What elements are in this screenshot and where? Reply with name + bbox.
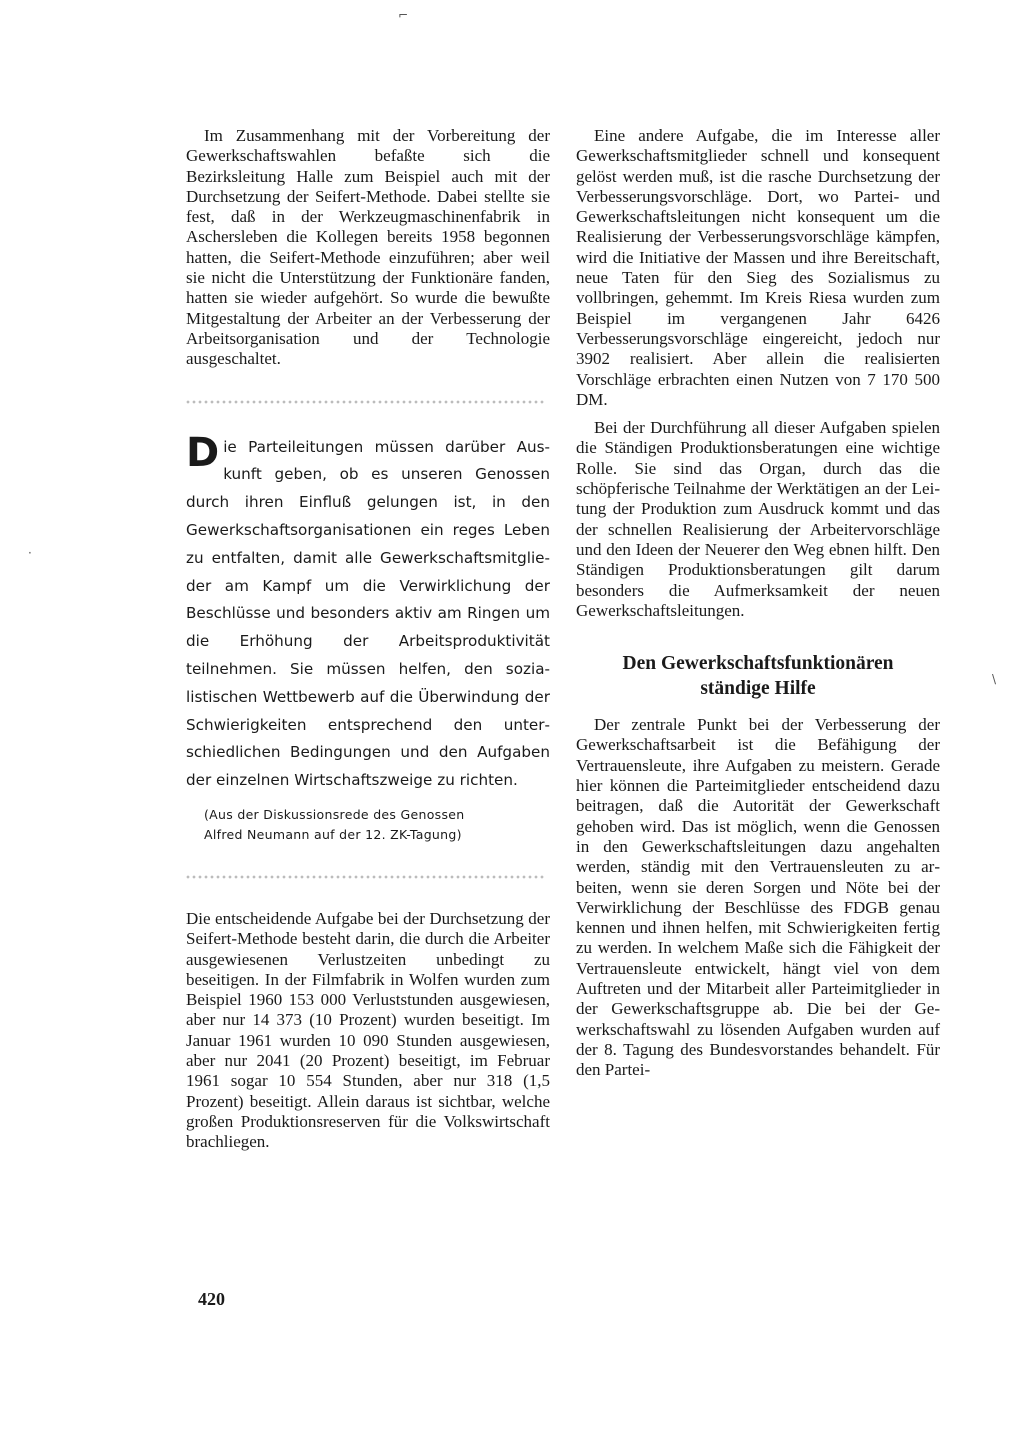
page-number: 420 (198, 1289, 225, 1309)
quote-source-line-2: Alfred Neumann auf der 12. ZK-Tagung) (204, 826, 462, 842)
quote-body (186, 429, 550, 795)
right-column (576, 126, 940, 1080)
quote-drop-cap: D (186, 429, 220, 476)
scan-mark-left: · (28, 546, 32, 560)
quote-source (204, 805, 550, 845)
left-paragraph-1: Im Zusammenhang mit der Vorbereitung der Gewerkschaftswahlen befaßte sich die Bezirksleitung Halle zum Beispiel auch mit der Durchsetzung der Seifert-Methode. Dabei stellte sie fest, daß in der Werkzeugmaschinenfabrik in Aschersleben die Kollegen bereits 1958 begonnen hatten, die Seifert-Methode einzuführen; aber weil sie nicht die Unterstützung der Funktionäre fanden, hatten sie wieder aufgehört. So wurde die bewußte Mitgestaltung der Arbeiter an der Verbesserung der Arbeitsorganisation und der Technologie ausgeschaltet. (186, 126, 550, 369)
right-paragraph-1: Eine andere Aufgabe, die im Interesse aller Gewerkschaftsmitglieder schnell und konsequent gelöst werden muß, ist die rasche Durchsetzung der Verbesserungsvorschläge. Dort, wo Partei- und Gewerkschaftsleitungen nicht konsequent um die Realisierung der Verbesserungsvorschläge kämpfen, wird die Initiative der Massen und ihre Bereitschaft, neue Taten für den Sieg des Sozialismus zu vollbringen, gehemmt. Im Kreis Riesa wurden zum Beispiel im vergangenen Jahr 6426 Verbesserungsvorschläge eingereicht, jedoch nur 3902 realisiert. Aber allein die realisierten Vorschläge erbrachten einen Nutzen von 7 170 500 DM. (576, 126, 940, 409)
ornament-divider-top (186, 398, 544, 406)
section-heading-line-2: ständige Hilfe (700, 678, 816, 700)
section-heading-line-1: Den Gewerkschaftsfunktionären (622, 653, 894, 675)
left-paragraph-2: Die entscheidende Aufgabe bei der Durchsetzung der Seifert-Methode besteht darin, die durch die Arbeiter ausgewiesenen Verlustzeiten unbedingt zu beseitigen. In der Filmfabrik in Wolfen wurden zum Beispiel 1960 153 000 Verluststunden ausgewiesen, aber nur 14 373 (10 Prozent) wurden beseitigt. Im Januar 1961 wurden 10 090 Stunden ausgewiesen, aber nur 2041 (20 Prozent) beseitigt, im Februar 1961 sogar 10 554 Stunden, aber nur 318 (1,5 Prozent) beseitigt. Allein daraus ist sichtbar, welche großen Produktionsreserven für die Volkswirtschaft brachliegen. (186, 908, 550, 1152)
quote-source-line-1: (Aus der Diskussionsrede des Genossen (204, 806, 465, 822)
quote-text: ie Parteileitungen müssen darüber Auskunft geben, ob es unseren Genossen durch ihren Einfluß gelungen ist, in den Gewerkschaftsorganisationen ein reges Leben zu entfalten, damit alle Gewerkschaftsmitglieder am Kampf um die Verwirklichung der Beschlüsse und besonders aktiv am Ringen um die Erhöhung der Arbeitsproduktivität teilnehmen. Sie müssen helfen, den sozialistischen Wettbewerb auf die Überwindung der Schwierigkeiten entsprechend den unterschiedlichen Bedingungen und den Aufgaben der einzelnen Wirtschaftszweige zu richten. (186, 437, 550, 790)
quote-box (186, 429, 550, 845)
scan-mark-right: \ (992, 672, 997, 686)
ornament-divider-bottom (186, 873, 544, 881)
right-paragraph-3: Der zentrale Punkt bei der Verbesserung der Gewerkschaftsarbeit ist die Befähigung der Vertrauensleute, ihre Aufgaben zu meistern. Gerade hier können die Parteimitglieder entscheidend dazu beitragen, daß die Autorität der Gewerkschaft gehoben wird. Das ist möglich, wenn die Genossen in den Gewerkschaftsleitungen dazu angehalten werden, ständig mit den Vertrauensleuten zu arbeiten, wenn sie deren Sorgen und Nöte bei der Verwirklichung der Beschlüsse des FDGB genau kennen und ihnen helfen, mit Schwierigkeiten fertig zu werden. In welchem Maße sich die Fähigkeit der Vertrauensleute entwickelt, hängt viel von dem Auftreten und der Mitarbeit aller Parteimitglieder in der Gewerkschaftsgruppe ab. Die bei der Gewerkschaftswahl zu lösenden Aufgaben wurden auf der 8. Tagung des Bundesvorstandes behandelt. Für den Partei- (576, 715, 940, 1080)
scan-mark-top: ⌐ (398, 8, 409, 22)
left-column (186, 126, 550, 1152)
section-heading (576, 651, 940, 701)
right-paragraph-2: Bei der Durchführung all dieser Aufgaben spielen die Ständigen Produktionsberatungen eine wichtige Rolle. Sie sind das Organ, durch das die schöpferische Teilnahme der Werktätigen an der Leitung der Produktion zum Ausdruck kommt und das der schnellen Realisierung der Arbeitervorschläge und den Ideen der Neuerer den Weg ebnen hilft. Den Ständigen Produktionsberatungen gilt darum besonders die Aufmerksamkeit der neuen Gewerkschaftsleitungen. (576, 418, 940, 620)
